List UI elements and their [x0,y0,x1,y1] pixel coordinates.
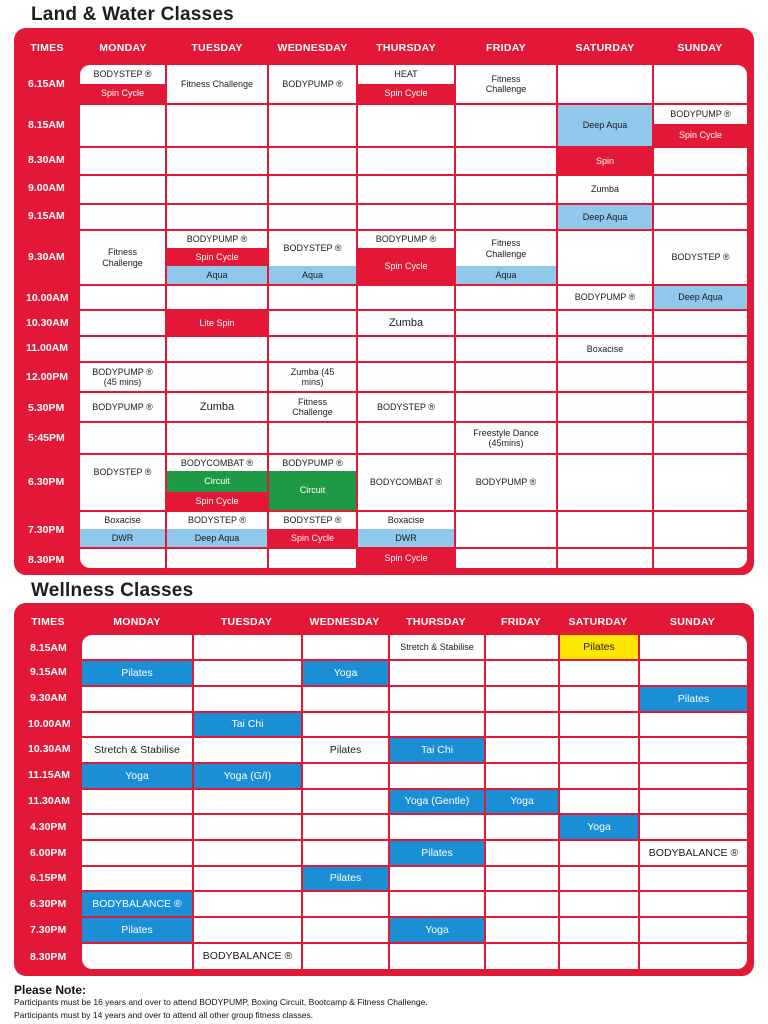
class-cell: Boxacise [387,515,425,526]
class-cell: Pilates [390,841,484,865]
class-cell: BODYPUMP ® [375,234,437,245]
class-cell: BODYPUMP ® [475,477,537,488]
class-cell: Pilates [82,661,192,685]
class-cell: Fitness Challenge [102,247,143,268]
class-cell: BODYPUMP ® [574,292,636,303]
class-cell: Pilates [560,635,638,659]
class-cell: DWR [358,529,454,547]
land-header-sunday: SUNDAY [677,42,723,54]
wellness-time: 10.30AM [28,743,71,755]
class-cell: Spin [558,148,652,174]
class-cell: Spin Cycle [358,248,454,284]
land-time: 7.30PM [28,524,65,536]
class-cell: BODYSTEP ® [93,467,152,477]
class-cell: Fitness Challenge [485,238,527,259]
class-cell: BODYPUMP ® [282,78,343,89]
class-cell: BODYSTEP ® [188,515,246,526]
class-cell: BODYPUMP ® [282,457,343,468]
wellness-time: 7.30PM [30,924,67,936]
class-cell: Spin Cycle [269,529,356,547]
land-time: 11.00AM [26,342,69,354]
class-cell: Stretch & Stabilise [400,641,474,652]
class-cell: Yoga [390,918,484,942]
class-cell: BODYPUMP ® [670,109,731,120]
class-cell: Tai Chi [390,738,484,762]
class-cell: Pilates [303,867,388,890]
class-cell: Stretch & Stabilise [94,743,180,756]
wellness-header-saturday: SATURDAY [568,616,628,628]
class-cell: BODYSTEP ® [377,401,435,412]
wellness-time: 9.15AM [30,666,67,678]
land-time: 9.15AM [28,210,65,222]
class-cell: BODYPUMP ® [92,401,153,412]
land-time: 5:45PM [28,432,65,444]
land-time: 6.30PM [28,476,65,488]
land-grid [80,65,747,568]
wellness-time: 6.15PM [30,872,67,884]
class-cell: BODYPUMP ® (45 mins) [92,366,153,387]
class-cell: BODYPUMP ® [186,234,248,245]
class-cell: BODYCOMBAT ® [180,457,254,468]
class-cell: Deep Aqua [167,529,267,547]
class-cell: Deep Aqua [654,286,747,309]
class-cell: Deep Aqua [558,205,652,229]
land-time: 10.30AM [26,317,69,329]
class-cell: BODYBALANCE ® [202,950,293,963]
land-time: 12.00PM [26,371,69,383]
wellness-time: 6.30PM [30,898,67,910]
wellness-header-friday: FRIDAY [501,616,541,628]
land-title: Land & Water Classes [31,4,234,25]
wellness-time: 8.30PM [30,951,67,963]
class-cell: BODYSTEP ® [93,69,152,80]
land-time: 9.00AM [28,182,65,194]
notes-line-1: Participants must be 16 years and over to attend BODYPUMP, Boxing Circuit, Bootcamp & Fitness Challenge. [14,997,428,1007]
land-header-times: TIMES [30,42,64,54]
class-cell: Spin Cycle [167,492,267,510]
class-cell: Pilates [640,687,747,711]
land-time: 8.30PM [28,554,65,566]
class-cell: Aqua [456,266,556,284]
land-time: 8.30AM [28,154,65,166]
notes-line-2: Participants must by 14 years and over to attend all other group fitness classes. [14,1010,314,1020]
class-cell: Tai Chi [194,713,301,736]
class-cell: Spin Cycle [80,84,165,103]
class-cell: Circuit [269,471,356,510]
class-cell: Spin Cycle [654,124,747,146]
wellness-header-tuesday: TUESDAY [220,616,273,628]
land-time: 6.15AM [28,78,65,90]
wellness-time: 11.30AM [28,795,71,807]
class-cell: HEAT [394,69,418,80]
land-header-friday: FRIDAY [486,42,526,54]
class-cell: BODYCOMBAT ® [369,477,443,488]
class-cell: Circuit [167,471,267,492]
notes-heading: Please Note: [14,983,87,997]
land-header-monday: MONDAY [99,42,147,54]
class-cell: BODYSTEP ® [671,252,730,263]
wellness-header-thursday: THURSDAY [406,616,466,628]
class-cell: Pilates [82,918,192,942]
class-cell: Aqua [269,266,356,284]
class-cell: Zumba (45 mins) [290,366,335,387]
class-cell: Fitness Challenge [485,73,527,94]
land-header-saturday: SATURDAY [575,42,635,54]
land-time: 5.30PM [28,402,65,414]
class-cell: Fitness Challenge [292,396,333,417]
class-cell: BODYBALANCE ® [648,846,739,859]
class-cell: Boxacise [104,515,141,526]
land-time: 9.30AM [28,251,65,263]
class-cell: Yoga [560,815,638,839]
class-cell: Yoga [82,764,192,788]
wellness-grid [82,635,747,969]
wellness-header-times: TIMES [31,616,65,628]
class-cell: Zumba [199,400,235,413]
wellness-time: 11.15AM [28,769,71,781]
class-cell: Yoga (G/I) [194,764,301,788]
wellness-title: Wellness Classes [31,580,194,601]
wellness-header-sunday: SUNDAY [669,616,716,628]
class-cell: BODYSTEP ® [283,243,342,254]
wellness-time: 6.00PM [30,847,67,859]
land-header-thursday: THURSDAY [376,42,436,54]
class-cell: Deep Aqua [558,105,652,146]
class-cell: Lite Spin [167,311,267,335]
class-cell: DWR [80,529,165,547]
class-cell: Fitness Challenge [180,78,254,89]
wellness-time: 9.30AM [30,692,67,704]
class-cell: Zumba [590,184,619,195]
wellness-time: 4.30PM [30,821,67,833]
class-cell: Spin Cycle [358,84,454,103]
class-cell: Spin Cycle [358,549,454,568]
class-cell: Yoga (Gentle) [390,790,484,813]
class-cell: Freestyle Dance (45mins) [473,427,539,448]
class-cell: Zumba [388,316,424,329]
wellness-time: 8.15AM [30,642,67,654]
class-cell: Spin Cycle [167,248,267,266]
class-cell: Aqua [167,266,267,284]
land-header-tuesday: TUESDAY [191,42,243,54]
wellness-header-wednesday: WEDNESDAY [309,616,380,628]
land-time: 10.00AM [26,292,69,304]
class-cell: Pilates [329,743,362,756]
wellness-header-monday: MONDAY [113,616,161,628]
class-cell: BODYSTEP ® [283,515,342,526]
class-cell: BODYBALANCE ® [82,892,192,916]
class-cell: Yoga [303,661,388,685]
class-cell: Yoga [486,790,558,813]
land-header-wednesday: WEDNESDAY [277,42,348,54]
land-time: 8.15AM [28,119,65,131]
wellness-time: 10.00AM [28,718,71,730]
class-cell: Boxacise [586,343,624,354]
